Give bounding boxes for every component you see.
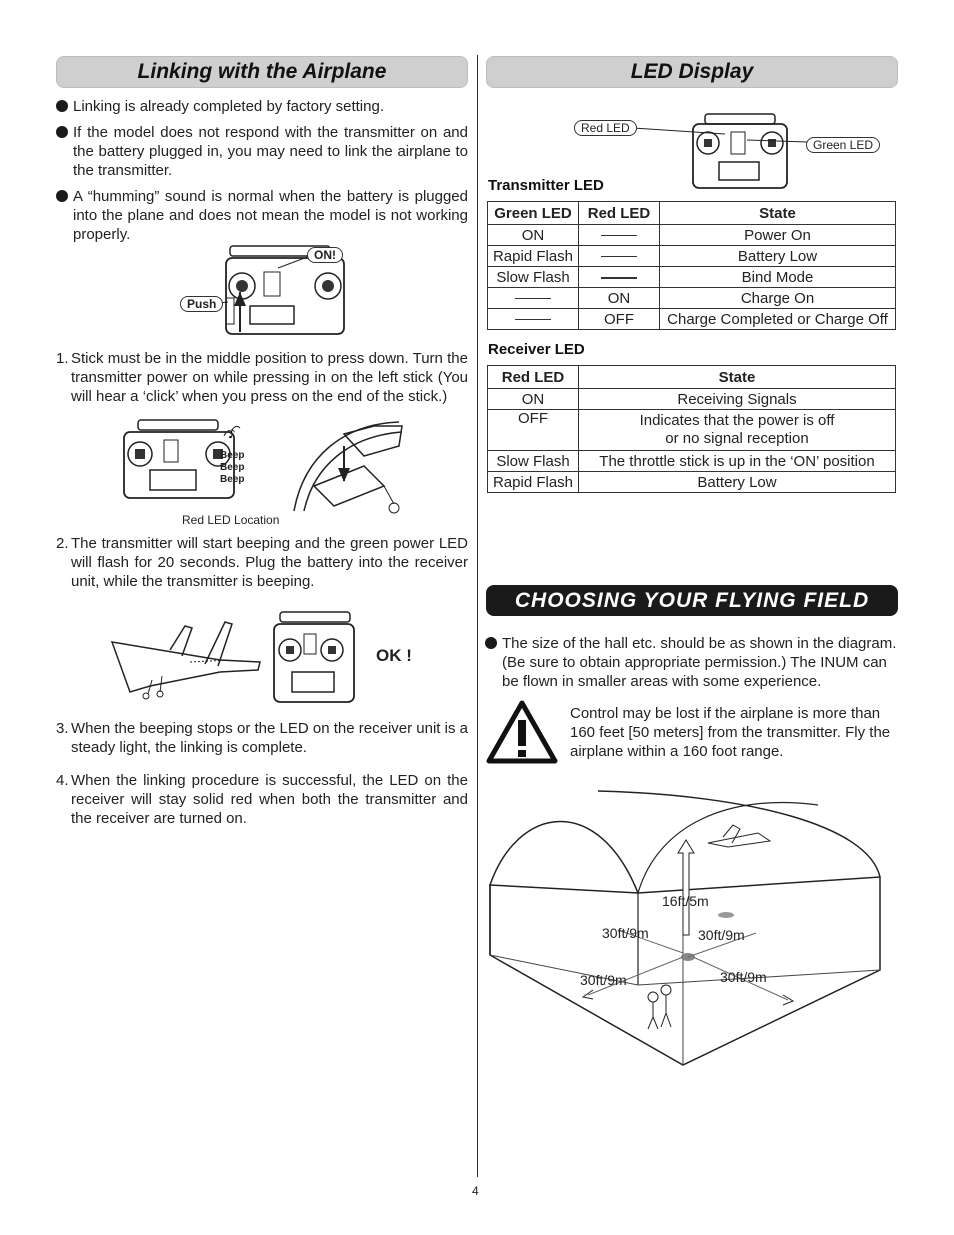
hall-distance-label-1: 30ft/9m: [602, 925, 649, 941]
led-display-header: LED Display: [486, 56, 898, 88]
hall-height-label: 16ft/5m: [662, 893, 709, 909]
receiver-led-table: [487, 365, 896, 493]
table-row: Slow Flash Bind Mode: [488, 267, 896, 288]
airplane-illustration: [110, 620, 270, 702]
col-state: State: [660, 202, 896, 225]
red-led-callout: Red LED: [574, 120, 637, 136]
dash-mark: [515, 298, 551, 299]
table-row: ON Power On: [488, 225, 896, 246]
col-state: State: [579, 366, 896, 389]
hall-distance-label-3: 30ft/9m: [580, 972, 627, 988]
hall-distance-label-4: 30ft/9m: [720, 969, 767, 985]
transmitter-led-title: Transmitter LED: [488, 177, 604, 194]
table-row: ON Receiving Signals: [488, 389, 896, 410]
dash-mark: [601, 256, 637, 257]
ok-label: OK !: [376, 646, 412, 665]
beep-label-1: Beep: [220, 450, 245, 461]
col-red-led: Red LED: [579, 202, 660, 225]
col-red-led: Red LED: [488, 366, 579, 389]
green-led-callout: Green LED: [806, 137, 880, 153]
beep-label-3: Beep: [220, 474, 245, 485]
flying-field-header: CHOOSING YOUR FLYING FIELD: [486, 585, 898, 616]
flying-hall-diagram: [488, 785, 884, 1067]
table-row: OFF Indicates that the power is off or no signal reception: [488, 410, 896, 451]
svg-text:♪: ♪: [228, 427, 236, 441]
dash-mark: [601, 277, 637, 279]
receiver-led-title: Receiver LED: [488, 341, 585, 358]
transmitter-ok-illustration: [270, 610, 360, 705]
on-label: ON!: [307, 247, 343, 263]
red-led-location-label: Red LED Location: [182, 513, 280, 527]
table-row: Rapid Flash Battery Low: [488, 246, 896, 267]
receiver-plug-illustration: [284, 416, 409, 516]
table-row: Slow Flash The throttle stick is up in the ‘ON’ position: [488, 451, 896, 472]
linking-header: Linking with the Airplane: [56, 56, 468, 88]
beep-label-2: Beep: [220, 462, 245, 473]
dash-mark: [515, 319, 551, 320]
column-divider: [477, 55, 478, 1177]
table-row: OFF Charge Completed or Charge Off: [488, 309, 896, 330]
push-label: Push: [180, 296, 223, 312]
warning-icon: [486, 700, 558, 764]
table-row: ON Charge On: [488, 288, 896, 309]
hall-distance-label-2: 30ft/9m: [698, 927, 745, 943]
page-number: 4: [472, 1184, 479, 1198]
range-warning-text: Control may be lost if the airplane is more than 160 feet [50 meters] from the transmitter. Fly the airplane within a 160 foot range.: [570, 705, 891, 760]
dash-mark: [601, 235, 637, 236]
table-row: Rapid Flash Battery Low: [488, 472, 896, 493]
transmitter-led-table: [487, 201, 896, 330]
col-green-led: Green LED: [488, 202, 579, 225]
